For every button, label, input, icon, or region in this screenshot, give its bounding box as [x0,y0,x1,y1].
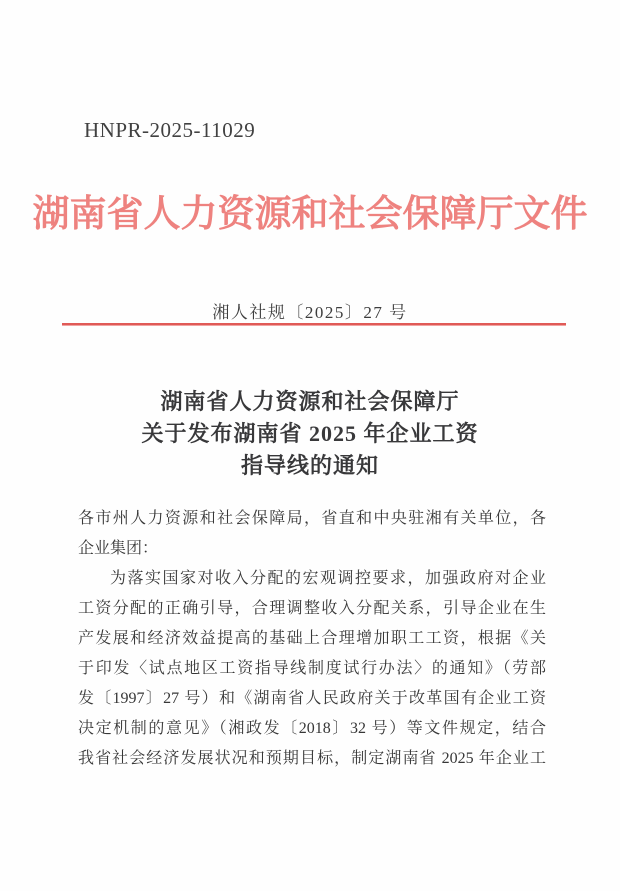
body-line: 于印发〈试点地区工资指导线制度试行办法〉的通知》（劳部 [78,660,546,677]
document-title-line-3: 指导线的通知 [240,453,379,478]
document-title-line-1: 湖南省人力资源和社会保障厅 [160,389,460,414]
document-reference-number: 湘人社规〔2025〕27 号 [212,303,408,322]
body-line: 我省社会经济发展状况和预期目标，制定湖南省 2025 年企业工 [78,750,546,767]
body-line: 发〔1997〕27 号）和《湖南省人民政府关于改革国有企业工资 [78,690,546,707]
body-line: 决定机制的意见》（湘政发〔2018〕32 号）等文件规定，结合 [78,720,546,737]
body-line: 为落实国家对收入分配的宏观调控要求，加强政府对企业 [110,570,546,587]
body-line: 产发展和经济效益提高的基础上合理增加职工工资，根据《关 [78,630,546,647]
document-code: HNPR-2025-11029 [84,118,256,142]
red-divider-line [62,323,566,326]
document-body [78,504,546,774]
body-line: 工资分配的正确引导，合理调整收入分配关系，引导企业在生 [78,600,546,617]
document-title [0,386,620,482]
body-line-salutation: 各市州人力资源和社会保障局，省直和中央驻湘有关单位，各 [78,510,546,527]
body-line-salutation-end: 企业集团： [78,540,159,557]
agency-banner-title: 湖南省人力资源和社会保障厅文件 [32,194,588,235]
document-title-line-2: 关于发布湖南省 2025 年企业工资 [141,421,479,446]
